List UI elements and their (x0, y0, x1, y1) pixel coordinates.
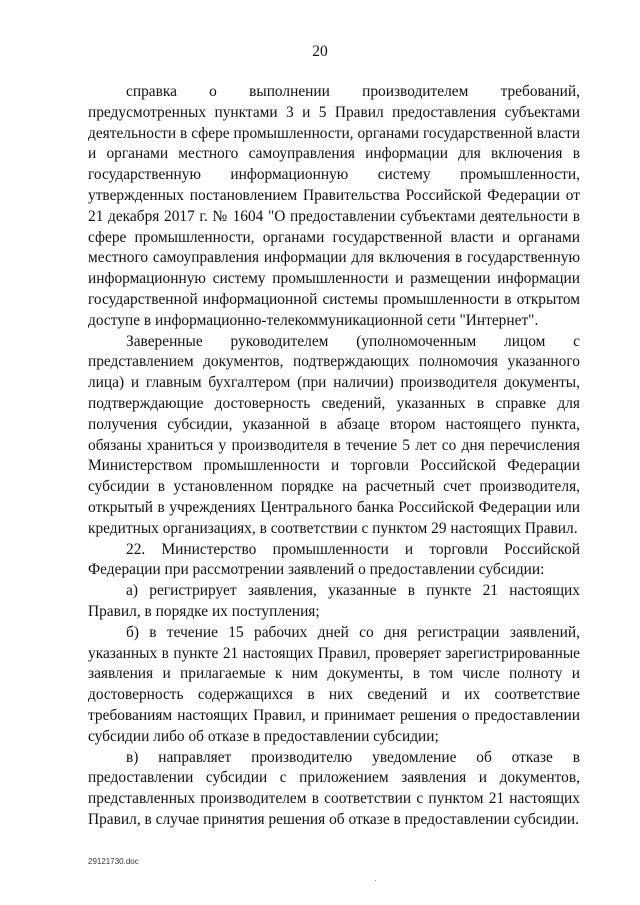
paragraph-subclause-v: в) направляет производителю уведомление об отказе в предоставлении субсидии с приложением заявления и документов, представленных производителем в соответствии с пунктом 21 настоящих Правил, в случае принятия решения об отказе в предоставлении субсидии. (88, 748, 580, 828)
footer-filename: 29121730.doc (88, 857, 139, 866)
paragraph-certified-documents: Заверенные руководителем (уполномоченным лицом с представлением документов, подтверждающих полномочия указанного лица) и главным бухгалтером (при наличии) производителя документы, подтверждающие достоверность сведений, указанных в справке для получения субсидии, указанной в абзаце втором настоящего пункта, обязаны храниться у производителя в течение 5 лет со дня перечисления Министерством промышленности и торговли Российской Федерации субсидии в установленном порядке на расчетный счет производителя, открытый в учреждениях Центрального банка Российской Федерации или кредитных организациях, в соответствии с пунктом 29 настоящих Правил. (88, 332, 580, 537)
page-number: 20 (312, 43, 328, 60)
document-body (88, 82, 580, 831)
paragraph-subclause-a: а) регистрирует заявления, указанные в пункте 21 настоящих Правил, в порядке их поступления; (88, 582, 580, 620)
paragraph-clause-22: 22. Министерство промышленности и торговли Российской Федерации при рассмотрении заявлений о предоставлении субсидии: (88, 540, 580, 579)
paragraph-certificate: справка о выполнении производителем требований, предусмотренных пунктами 3 и 5 Правил предоставления субъектами деятельности в сфере промышленности, органами государственной власти и органами местного самоуправления информации для включения в государственную информационную систему промышленности, утвержденных постановлением Правительства Российской Федерации от 21 декабря 2017 г. № 1604 "О предоставлении субъектами деятельности в сфере промышленности, органами государственной власти и органами местного самоуправления информации для включения в государственную информационную систему промышленности и размещении информации государственной информационной системы промышленности в открытом доступе в информационно-телекоммуникационной сети "Интернет". (88, 83, 580, 329)
scan-artifact-dot (375, 880, 376, 881)
paragraph-subclause-b: б) в течение 15 рабочих дней со дня регистрации заявлений, указанных в пункте 21 настоящих Правил, проверяет зарегистрированные заявления и прилагаемые к ним документы, в том числе полноту и достоверность содержащихся в них сведений и их соответствие требованиям настоящих Правил, и принимает решения о предоставлении субсидии либо об отказе в предоставлении субсидии; (88, 623, 580, 745)
